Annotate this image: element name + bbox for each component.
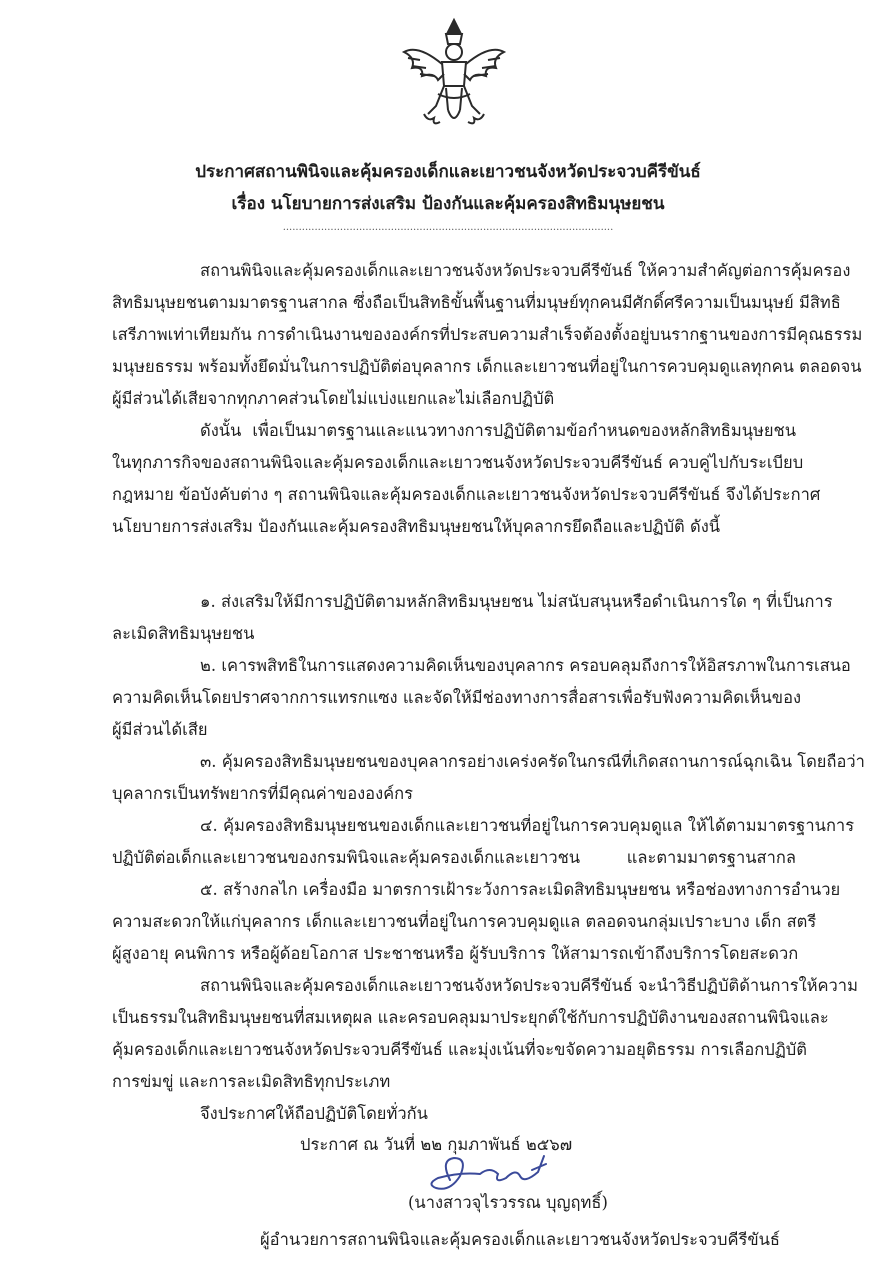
body-line: ความสะดวกให้แก่บุคลากร เด็กและเยาวชนที่อยู่ในการควบคุมดูแล ตลอดจนกลุ่มเปราะบาง เด็ก สตรี: [112, 912, 817, 931]
announcement-title: ประกาศสถานพินิจและคุ้มครองเด็กและเยาวชนจังหวัดประจวบคีรีขันธ์: [195, 162, 701, 182]
body-line: สิทธิมนุษยชนตามมาตรฐานสากล ซึ่งถือเป็นสิทธิขั้นพื้นฐานที่มนุษย์ทุกคนมีศักดิ์ศรีความเป็นมนุษย์ มีสิทธิ: [112, 293, 841, 312]
body-line: สถานพินิจและคุ้มครองเด็กและเยาวชนจังหวัดประจวบคีรีขันธ์ ให้ความสำคัญต่อการคุ้มครอง: [200, 261, 851, 280]
closing-line: จึงประกาศให้ถือปฏิบัติโดยทั่วกัน: [200, 1104, 428, 1123]
body-line: การข่มขู่ และการละเมิดสิทธิทุกประเภท: [112, 1072, 391, 1091]
policy-item-4: ๔. คุ้มครองสิทธิมนุษยชนของเด็กและเยาวชนที่อยู่ในการควบคุมดูแล ให้ได้ตามมาตรฐานการ: [200, 816, 855, 835]
policy-item-3: ๓. คุ้มครองสิทธิมนุษยชนของบุคลากรอย่างเคร่งครัดในกรณีที่เกิดสถานการณ์ฉุกเฉิน โดยถือว่า: [200, 752, 865, 771]
policy-item-1: ๑. ส่งเสริมให้มีการปฏิบัติตามหลักสิทธิมนุษยชน ไม่สนับสนุนหรือดำเนินการใด ๆ ที่เป็นการ: [200, 592, 833, 611]
body-line: ปฏิบัติต่อเด็กและเยาวชนของกรมพินิจและคุ้มครองเด็กและเยาวชน และตามมาตรฐานสากล: [112, 848, 796, 867]
announcement-date: ประกาศ ณ วันที่ ๒๒ กุมภาพันธ์ ๒๕๖๗: [300, 1135, 573, 1154]
policy-item-2: ๒. เคารพสิทธิในการแสดงความคิดเห็นของบุคลากร ครอบคลุมถึงการให้อิสรภาพในการเสนอ: [200, 656, 851, 675]
garuda-emblem-icon: [398, 14, 510, 132]
body-line: ละเมิดสิทธิมนุษยชน: [112, 624, 255, 643]
body-line: บุคลากรเป็นทรัพยากรที่มีคุณค่าขององค์กร: [112, 784, 414, 803]
body-line: นโยบายการส่งเสริม ป้องกันและคุ้มครองสิทธิมนุษยชนให้บุคลากรยึดถือและปฏิบัติ ดังนี้: [112, 517, 721, 536]
body-line: สถานพินิจและคุ้มครองเด็กและเยาวชนจังหวัดประจวบคีรีขันธ์ จะนำวิธีปฏิบัติด้านการให้ความ: [200, 976, 858, 995]
body-line: มนุษยธรรม พร้อมทั้งยึดมั่นในการปฏิบัติต่อบุคลากร เด็กและเยาวชนที่อยู่ในการควบคุมดูแลทุกคน ตลอดจน: [112, 357, 862, 376]
announcement-subject: เรื่อง นโยบายการส่งเสริม ป้องกันและคุ้มครองสิทธิมนุษยชน: [231, 194, 665, 214]
body-line: ผู้สูงอายุ คนพิการ หรือผู้ด้อยโอกาส ประชาชนหรือ ผู้รับบริการ ให้สามารถเข้าถึงบริการโดยสะดวก: [112, 944, 799, 963]
body-line: ผู้มีส่วนได้เสียจากทุกภาคส่วนโดยไม่แบ่งแยกและไม่เลือกปฏิบัติ: [112, 389, 555, 408]
body-line: ดังนั้น เพื่อเป็นมาตรฐานและแนวทางการปฏิบัติตามข้อกำหนดของหลักสิทธิมนุษยชน: [200, 421, 796, 440]
signer-name: (นางสาวจุไรวรรณ บุญฤทธิ์): [408, 1193, 608, 1212]
body-line: ในทุกภารกิจของสถานพินิจและคุ้มครองเด็กและเยาวชนจังหวัดประจวบคีรีขันธ์ ควบคู่ไปกับระเบียบ: [112, 453, 804, 472]
signer-position: ผู้อำนวยการสถานพินิจและคุ้มครองเด็กและเยาวชนจังหวัดประจวบคีรีขันธ์: [260, 1230, 780, 1249]
body-line: กฎหมาย ข้อบังคับต่าง ๆ สถานพินิจและคุ้มครองเด็กและเยาวชนจังหวัดประจวบคีรีขันธ์ จึงได้ประกาศ: [112, 485, 821, 504]
body-line: คุ้มครองเด็กและเยาวชนจังหวัดประจวบคีรีขันธ์ และมุ่งเน้นที่จะขจัดความอยุติธรรม การเลือกปฏิบัติ: [112, 1040, 807, 1059]
body-line: ความคิดเห็นโดยปราศจากการแทรกแซง และจัดให้มีช่องทางการสื่อสารเพื่อรับฟังความคิดเห็นของ: [112, 688, 802, 707]
body-line: ผู้มีส่วนได้เสีย: [112, 720, 208, 739]
body-line: เป็นธรรมในสิทธิมนุษยชนที่สมเหตุผล และครอบคลุมมาประยุกต์ใช้กับการปฏิบัติงานของสถานพินิจและ: [112, 1008, 829, 1027]
separator-line: ........................................................................................................: [282, 222, 614, 233]
body-line: เสรีภาพเท่าเทียมกัน การดำเนินงานขององค์กรที่ประสบความสำเร็จต้องตั้งอยู่บนรากฐานของการมีคุณธรรม: [112, 325, 863, 344]
policy-item-5: ๕. สร้างกลไก เครื่องมือ มาตรการเฝ้าระวังการละเมิดสิทธิมนุษยชน หรือช่องทางการอำนวย: [200, 880, 841, 899]
